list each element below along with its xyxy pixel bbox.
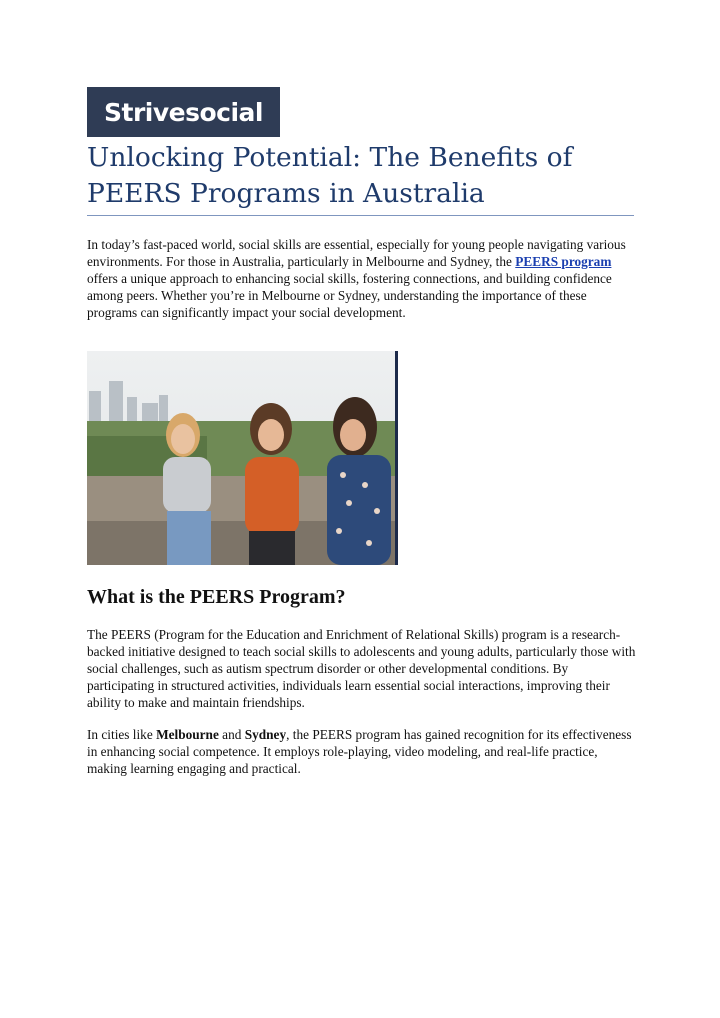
peers-program-link[interactable]: PEERS program: [515, 254, 612, 269]
intro-text-part1: In today’s fast-paced world, social skills are essential, especially for young people navigating various environments. For those in Australia, particularly in Melbourne and Sydney, the: [87, 237, 626, 269]
brand-logo: [87, 87, 280, 137]
section-heading: What is the PEERS Program?: [87, 586, 346, 608]
friends-photo: [87, 351, 398, 565]
page-title: Unlocking Potential: The Benefits of PEERS Programs in Australia: [87, 142, 573, 209]
melbourne-bold: Melbourne: [156, 727, 219, 742]
title-divider: [87, 215, 634, 216]
section-paragraph-2: [87, 726, 637, 777]
photo-edge: [395, 351, 398, 565]
p2-text-part3: , the PEERS program has gained recognition for its effectiveness in enhancing social competence. It employs role-playing, video modeling, and real-life practice, making learning engaging and practical.: [87, 727, 632, 776]
sydney-bold: Sydney: [244, 727, 287, 742]
brand-logo-text: Strivesocial: [104, 97, 263, 127]
intro-text-part2: offers a unique approach to enhancing social skills, fostering connections, and building confidence among peers. Whether you’re in Melbourne or Sydney, understanding the importance of these programs can significantly impact your social development.: [87, 271, 612, 320]
section-paragraph-1: The PEERS (Program for the Education and Enrichment of Relational Skills) program is a research-backed initiative designed to teach social skills to adolescents and young adults, particularly those with social challenges, such as autism spectrum disorder or other developmental conditions. By participating in structured activities, individuals learn essential social interactions, improving their ability to make and maintain friendships.: [87, 627, 636, 710]
p2-text-part2: and: [218, 727, 245, 742]
intro-paragraph: [87, 236, 637, 321]
p2-text-part1: In cities like: [87, 727, 157, 742]
person-middle: [245, 403, 299, 565]
